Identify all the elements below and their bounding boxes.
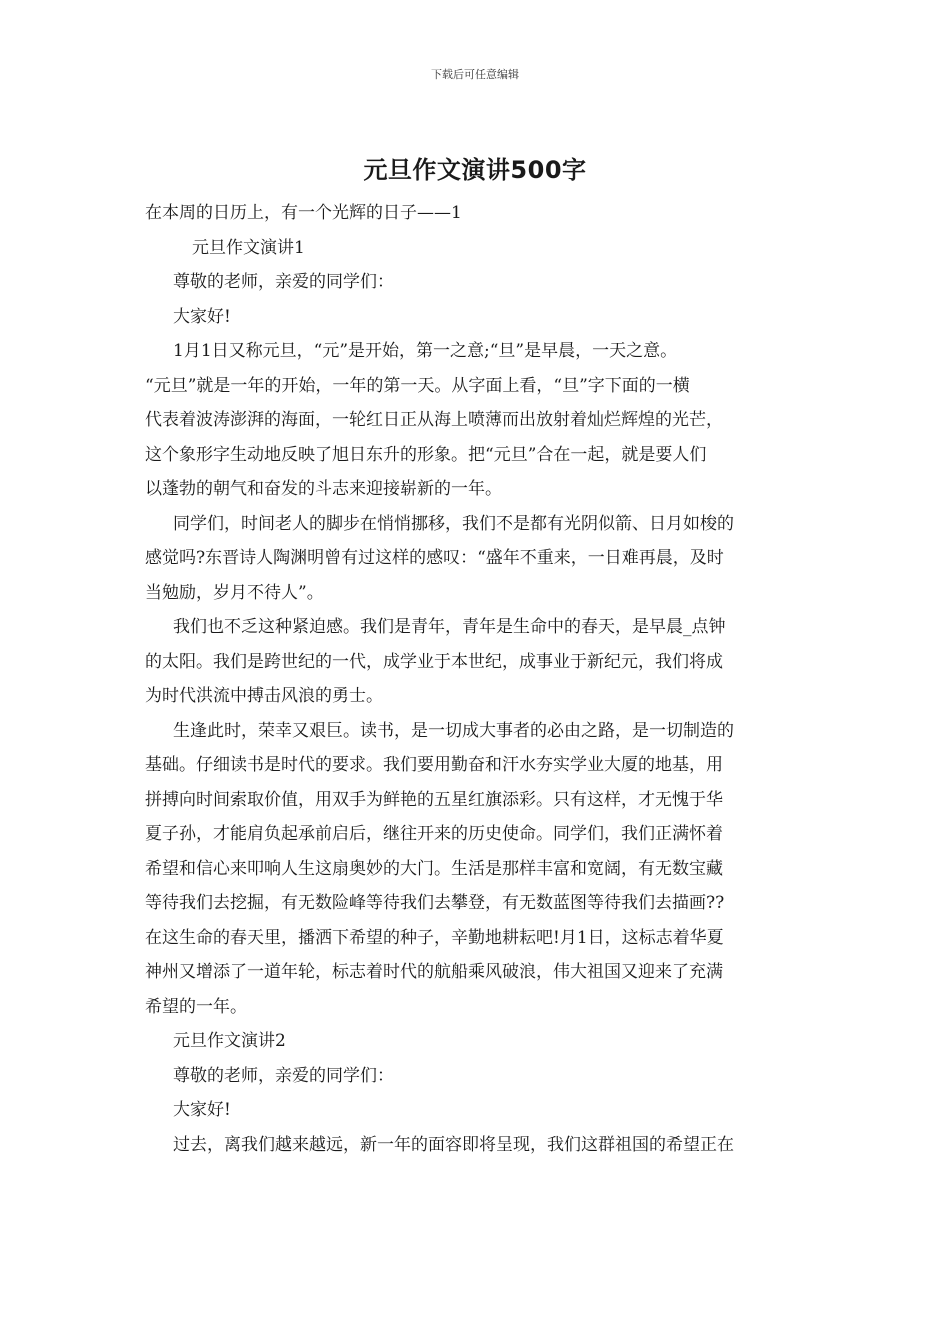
text-line: 感觉吗?东晋诗人陶渊明曾有过这样的感叹：“盛年不重来，一日难再晨，及时	[145, 548, 724, 568]
text-line: 的太阳。我们是跨世纪的一代，成学业于本世纪，成事业于新纪元，我们将成	[145, 651, 723, 672]
text-line: 过去，离我们越来越远，新一年的面容即将呈现，我们这群祖国的希望正在	[173, 1134, 734, 1155]
text-line: 生逢此时，荣幸又艰巨。读书，是一切成大事者的必由之路，是一切制造的	[173, 720, 734, 741]
text-line: 等待我们去挖掘，有无数险峰等待我们去攀登，有无数蓝图等待我们去描画??	[145, 893, 725, 913]
text-line: 尊敬的老师，亲爱的同学们：	[173, 272, 394, 292]
text-line: 拼搏向时间索取价值，用双手为鲜艳的五星红旗添彩。只有这样，才无愧于华	[145, 789, 723, 810]
text-line: 代表着波涛澎湃的海面，一轮红日正从海上喷薄而出放射着灿烂辉煌的光芒，	[145, 410, 723, 430]
text-line: 夏子孙，才能肩负起承前启后，继往开来的历史使命。同学们，我们正满怀着	[145, 824, 723, 844]
text-line: 以蓬勃的朝气和奋发的斗志来迎接崭新的一年。	[145, 479, 502, 499]
text-line: 这个象形字生动地反映了旭日东升的形象。把“元旦”合在一起，就是要人们	[145, 444, 707, 465]
text-line: 元旦作文演讲1	[192, 237, 305, 258]
text-line: 1月1日又称元旦，“元”是开始，第一之意;“旦”是早晨，一天之意。	[173, 341, 678, 361]
text-line: 在这生命的春天里，播洒下希望的种子，辛勤地耕耘吧!月1日，这标志着华夏	[145, 927, 724, 948]
text-line: 为时代洪流中搏击风浪的勇士。	[145, 686, 383, 706]
text-line: 基础。仔细读书是时代的要求。我们要用勤奋和汗水夯实学业大厦的地基，用	[145, 755, 723, 775]
document-title: 元旦作文演讲500字	[363, 156, 587, 184]
text-line: 神州又增添了一道年轮，标志着时代的航船乘风破浪，伟大祖国又迎来了充满	[145, 962, 723, 982]
text-line: 元旦作文演讲2	[173, 1031, 286, 1051]
text-line: 当勉励，岁月不待人”。	[145, 582, 324, 603]
text-line: “元旦”就是一年的开始，一年的第一天。从字面上看，“旦”字下面的一横	[145, 375, 690, 396]
text-line: 大家好!	[173, 1100, 231, 1120]
text-line: 尊敬的老师，亲爱的同学们：	[173, 1065, 394, 1086]
text-line: 希望的一年。	[145, 996, 247, 1017]
text-line: 大家好!	[173, 306, 231, 327]
text-line: 在本周的日历上，有一个光辉的日子——1	[145, 203, 462, 223]
document-body	[145, 196, 807, 1162]
header-note: 下载后可任意编辑	[431, 68, 519, 81]
text-line: 同学们，时间老人的脚步在悄悄挪移，我们不是都有光阴似箭、日月如梭的	[173, 513, 734, 534]
text-line: 我们也不乏这种紧迫感。我们是青年，青年是生命中的春天，是早晨_点钟	[173, 617, 726, 637]
text-line: 希望和信心来叩响人生这扇奥妙的大门。生活是那样丰富和宽阔，有无数宝藏	[145, 858, 723, 879]
